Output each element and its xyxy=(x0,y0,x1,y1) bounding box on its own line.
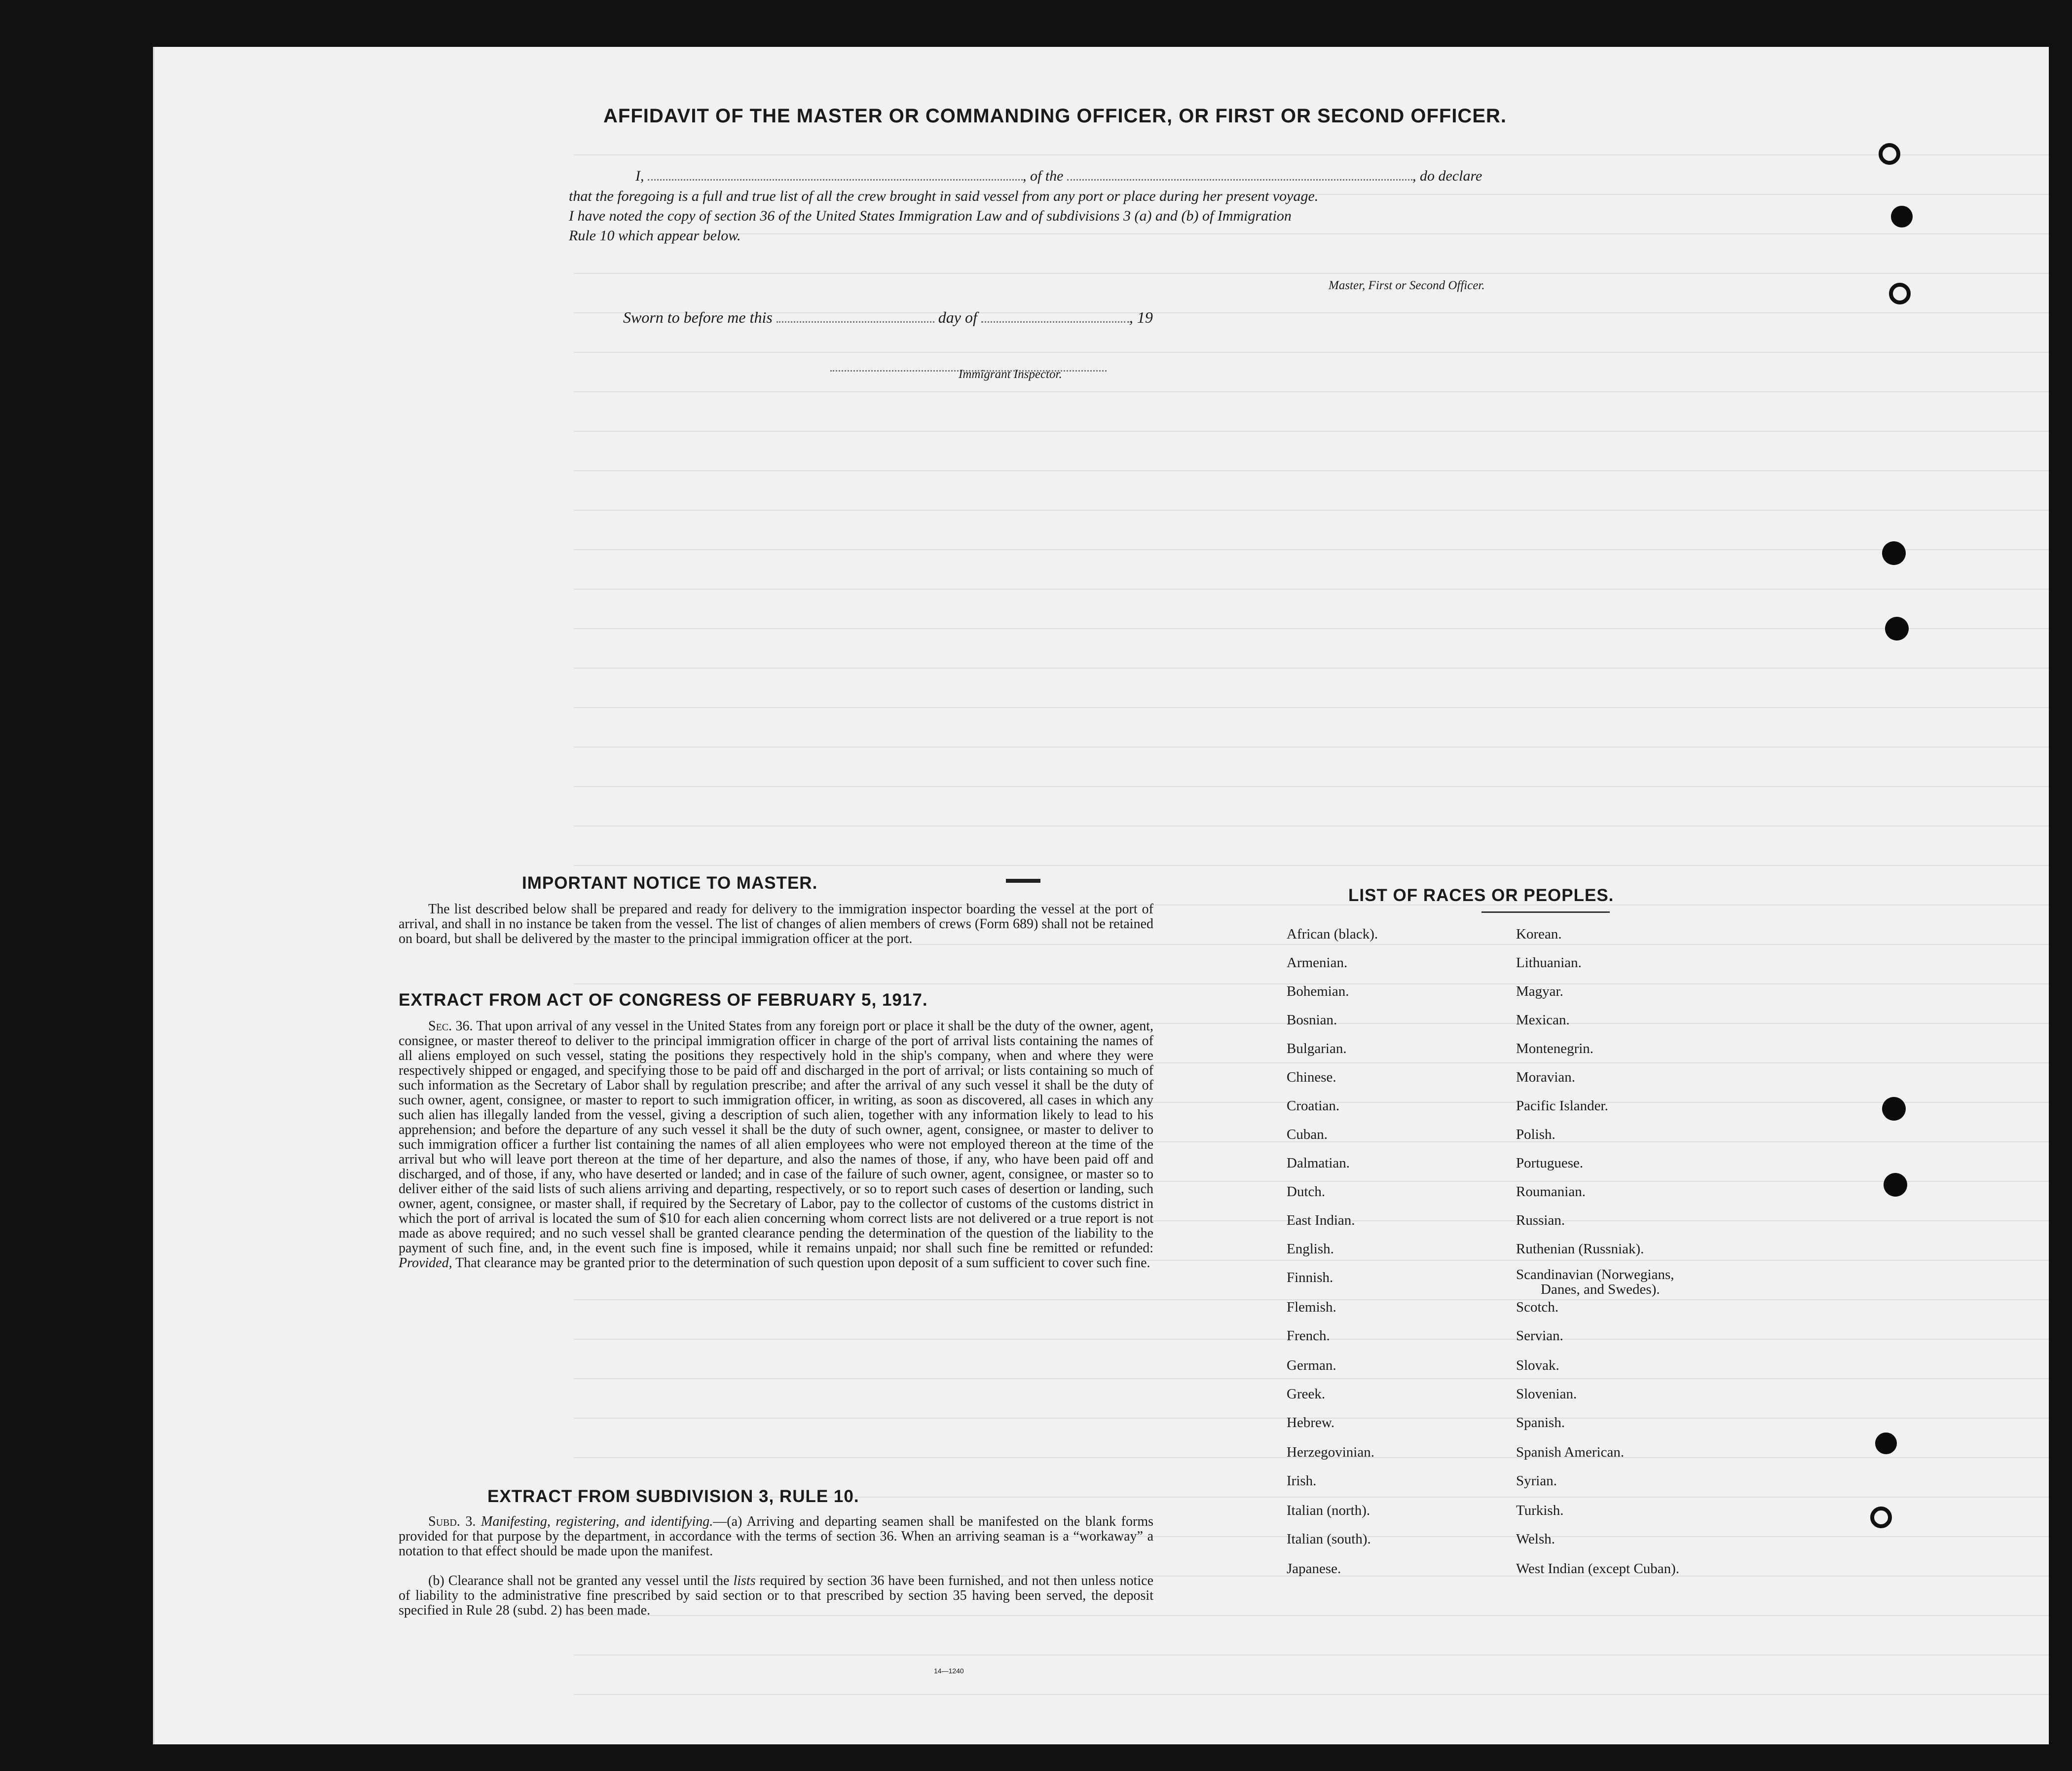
affidavit-of-the: , of the xyxy=(1023,168,1064,184)
races-column-2 xyxy=(1516,926,1792,1647)
subd-label: Subd. 3. xyxy=(428,1514,476,1529)
month-blank xyxy=(981,321,1129,323)
race-item: Spanish. xyxy=(1516,1415,1565,1431)
punch-hole xyxy=(1875,1432,1897,1454)
race-item: Japanese. xyxy=(1287,1561,1341,1577)
rule-title: EXTRACT FROM SUBDIVISION 3, RULE 10. xyxy=(487,1487,859,1506)
vessel-blank xyxy=(1067,179,1412,181)
race-item: Servian. xyxy=(1516,1328,1563,1344)
race-item: Roumanian. xyxy=(1516,1184,1586,1200)
races-title: LIST OF RACES OR PEOPLES. xyxy=(1348,886,1614,905)
sworn-label: Sworn to before me this xyxy=(623,308,773,326)
race-item: Magyar. xyxy=(1516,983,1563,999)
subd-heading: Manifesting, registering, and identifying. xyxy=(481,1514,713,1529)
act-title: EXTRACT FROM ACT OF CONGRESS OF FEBRUARY 5, 1917. xyxy=(399,990,928,1010)
race-item: Italian (north). xyxy=(1287,1503,1370,1518)
race-item: Chinese. xyxy=(1287,1069,1336,1085)
proviso-word: Provided, xyxy=(399,1255,452,1271)
affidavit-line-2: that the foregoing is a full and true list of all the crew brought in said vessel from any port or place during her present voyage. xyxy=(569,188,1319,204)
race-item: Scotch. xyxy=(1516,1299,1559,1315)
race-item: Herzegovinian. xyxy=(1287,1444,1374,1460)
punch-hole xyxy=(1889,283,1911,304)
race-item: Welsh. xyxy=(1516,1531,1555,1547)
races-title-rule xyxy=(1481,911,1610,913)
race-item: Montenegrin. xyxy=(1516,1041,1594,1056)
punch-hole xyxy=(1870,1507,1892,1528)
document-sheet xyxy=(153,47,2049,1744)
section-36-text xyxy=(399,1019,1153,1271)
race-item: Pacific Islander. xyxy=(1516,1098,1608,1114)
race-item: Lithuanian. xyxy=(1516,955,1582,971)
day-blank xyxy=(777,321,934,323)
race-item: Korean. xyxy=(1516,926,1562,942)
punch-hole xyxy=(1882,541,1906,565)
year-label: , 19 xyxy=(1129,308,1153,326)
punch-hole xyxy=(1885,617,1909,641)
pen-mark xyxy=(1006,879,1040,883)
race-item: Cuban. xyxy=(1287,1127,1328,1142)
race-item: Danes, and Swedes). xyxy=(1541,1281,1660,1297)
race-item: Turkish. xyxy=(1516,1503,1564,1518)
punch-hole xyxy=(1884,1173,1907,1197)
race-item: Syrian. xyxy=(1516,1473,1557,1489)
affidavit-i: I, xyxy=(635,168,644,184)
form-number: 14—1240 xyxy=(934,1667,964,1675)
race-item: Bohemian. xyxy=(1287,983,1349,999)
race-item: Polish. xyxy=(1516,1127,1555,1142)
inspector-label: Immigrant Inspector. xyxy=(959,368,1062,381)
race-item: Moravian. xyxy=(1516,1069,1575,1085)
proviso-text: That clearance may be granted prior to the determination of such question upon deposit of a sum sufficient to cover such fine. xyxy=(455,1255,1150,1271)
race-item: Hebrew. xyxy=(1287,1415,1335,1431)
race-item: East Indian. xyxy=(1287,1212,1355,1228)
race-item: Bosnian. xyxy=(1287,1012,1337,1028)
signature-label: Master, First or Second Officer. xyxy=(1329,279,1485,292)
race-item: Greek. xyxy=(1287,1386,1326,1402)
affidavit-do-declare: , do declare xyxy=(1412,168,1482,184)
para-b-lists: lists xyxy=(733,1573,756,1588)
race-item: Dalmatian. xyxy=(1287,1155,1350,1171)
race-item: Irish. xyxy=(1287,1473,1317,1489)
para-b-rest: required by section 36 have been furnished, and not then unless notice of liability to the administrative fine prescribed by said section or to that prescribed by section 35 having been served, the deposit specified in Rule 28 (subd. 2) has been made. xyxy=(399,1573,1154,1618)
race-item: Slovenian. xyxy=(1516,1386,1577,1402)
notice-title: IMPORTANT NOTICE TO MASTER. xyxy=(522,873,818,893)
affidavit-line-3: I have noted the copy of section 36 of the United States Immigration Law and of subdivisions 3 (a) and (b) of Immigration xyxy=(569,208,1292,224)
para-b-prefix: (b) Clearance shall not be granted any vessel until the xyxy=(428,1573,730,1588)
affidavit-line-4: Rule 10 which appear below. xyxy=(569,227,741,244)
race-item: Scandinavian (Norwegians, xyxy=(1516,1267,1674,1282)
name-blank xyxy=(648,179,1023,181)
race-item: Ruthenian (Russniak). xyxy=(1516,1241,1644,1257)
race-item: Dutch. xyxy=(1287,1184,1326,1200)
punch-hole xyxy=(1891,206,1913,227)
affidavit-line-1 xyxy=(635,168,1482,185)
races-column-1 xyxy=(1287,926,1484,1647)
race-item: Armenian. xyxy=(1287,955,1348,971)
rule-para-b xyxy=(399,1574,1153,1618)
punch-hole xyxy=(1882,1097,1906,1121)
sworn-line xyxy=(623,308,1153,327)
punch-hole xyxy=(1879,143,1900,165)
race-item: Italian (south). xyxy=(1287,1531,1371,1547)
rule-para-a xyxy=(399,1514,1153,1559)
race-item: Bulgarian. xyxy=(1287,1041,1347,1056)
race-item: French. xyxy=(1287,1328,1330,1344)
para-a-text: —(a) Arriving and departing seamen shall be manifested on the blank forms provided for that purpose by the department, in accordance with the terms of section 36. When an arriving seaman is a “workaway” a notation to that effect should be made upon the manifest. xyxy=(399,1514,1153,1559)
race-item: Portuguese. xyxy=(1516,1155,1584,1171)
race-item: Flemish. xyxy=(1287,1299,1336,1315)
section-36-body: That upon arrival of any vessel in the United States from any foreign port or place it shall be the duty of the owner, agent, consignee, or master thereof to deliver to the principal immigration officer in charge of the port of arrival lists containing the names of all aliens employed on such vessel, stating the positions they respectively hold in the ship's company, when and where they were respectively shipped or engaged, and specifying those to be paid off and discharged in the port of arrival; or lists containing so much of such information as the Secretary of Labor shall by regulation prescribe; and after the arrival of any such vessel it shall be the duty of such owner, agent, consignee, or master to report to such immigration officer, in writing, as soon as discovered, all cases in which any such alien has illegally landed from the vessel, giving a description of such alien, together with any information likely to lead to his apprehension; and before the departure of any such vessel it shall be the duty of such owner, agent, consignee, or master to deliver to such immigration officer a further list containing the names of all alien employees who were not employed thereon at the time of the arrival but who will leave port thereon at the time of her departure, and also the names of those, if any, who have been paid off and discharged, and of those, if any, who have deserted or landed; and in case of the failure of such owner, agent, consignee, or master so to deliver either of the said lists of such aliens arriving and departing, respectively, or so to report such cases of desertion or landing, such owner, agent, consignee, or master shall, if required by the Secretary of Labor, pay to the collector of customs of the customs district in which the port of arrival is located the sum of $10 for each alien concerning whom correct lists are not delivered or a true report is not made as above required; and no such vessel shall be granted clearance pending the determination of the question of the liability to the payment of such fine, and, in the event such fine is imposed, while it remains unpaid; nor shall such fine be remitted or refunded: xyxy=(399,1018,1153,1256)
affidavit-title: AFFIDAVIT OF THE MASTER OR COMMANDING OFFICER, OR FIRST OR SECOND OFFICER. xyxy=(603,105,1507,127)
race-item: Russian. xyxy=(1516,1212,1565,1228)
day-of-label: day of xyxy=(938,308,977,326)
section-label: Sec. 36. xyxy=(428,1018,473,1034)
race-item: Finnish. xyxy=(1287,1270,1333,1285)
race-item: African (black). xyxy=(1287,926,1378,942)
notice-text: The list described below shall be prepared and ready for delivery to the immigration inspector boarding the vessel at the port of arrival, and shall in no instance be taken from the vessel. The list of changes of alien members of crews (Form 689) shall not be retained on board, but shall be delivered by the master to the principal immigration officer at the port. xyxy=(399,902,1153,946)
race-item: Mexican. xyxy=(1516,1012,1570,1028)
race-item: Croatian. xyxy=(1287,1098,1340,1114)
race-item: English. xyxy=(1287,1241,1334,1257)
race-item: German. xyxy=(1287,1357,1336,1373)
race-item: West Indian (except Cuban). xyxy=(1516,1561,1680,1577)
race-item: Spanish American. xyxy=(1516,1444,1625,1460)
race-item: Slovak. xyxy=(1516,1357,1559,1373)
